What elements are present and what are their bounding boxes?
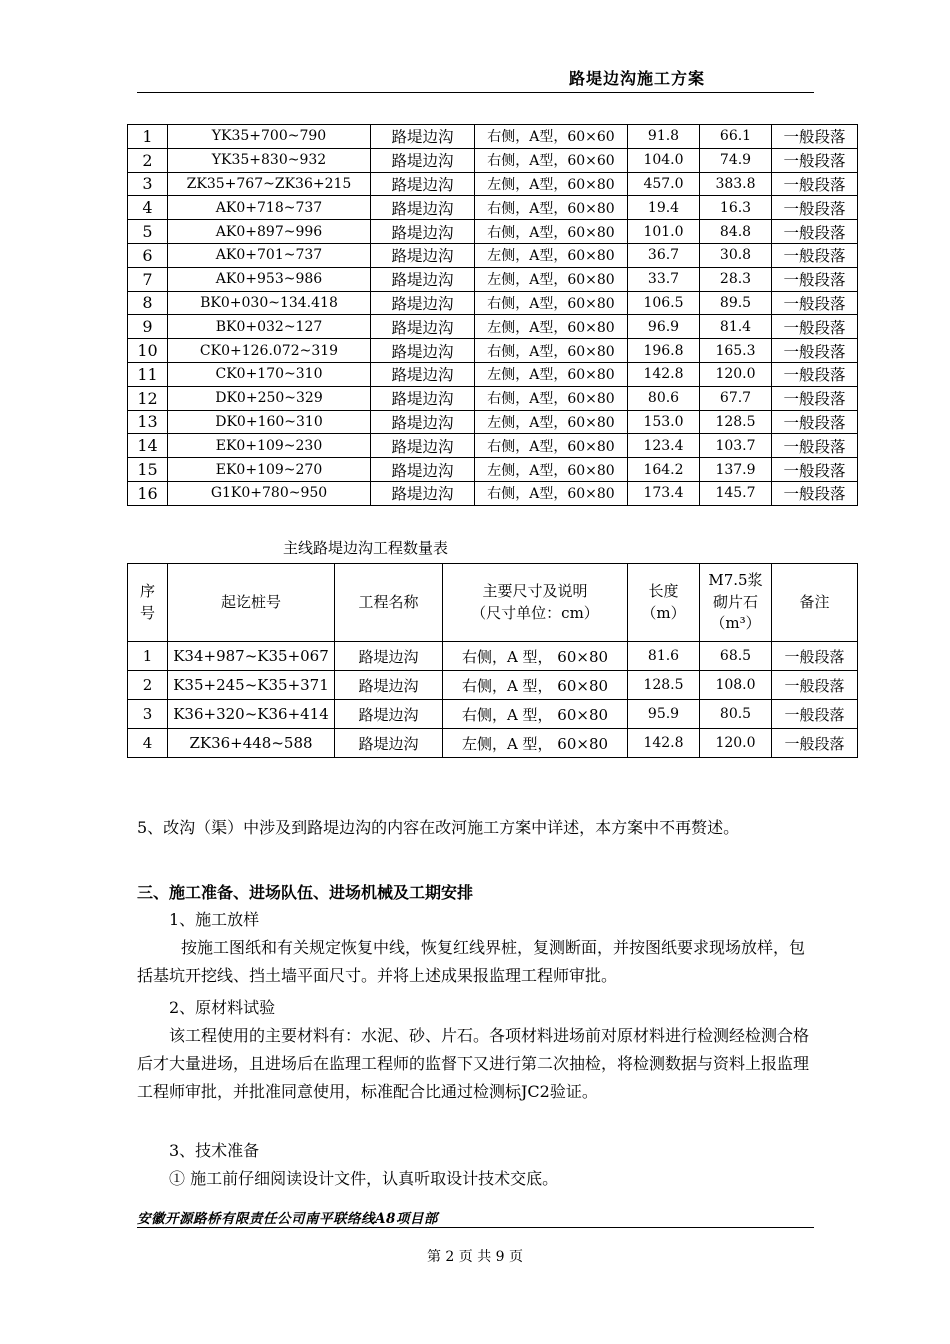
table-row <box>128 243 858 267</box>
cell-stone: 66.1 <box>700 125 772 149</box>
cell-length: 128.5 <box>628 671 700 700</box>
cell-station: AK0+897~996 <box>168 220 371 244</box>
cell-length: 123.4 <box>628 434 700 458</box>
table-row <box>128 220 858 244</box>
cell-station: EK0+109~230 <box>168 434 371 458</box>
cell-stone: 28.3 <box>700 267 772 291</box>
cell-stone: 80.5 <box>700 700 772 729</box>
subheading-3: 3、技术准备 <box>169 1141 260 1160</box>
subheading-1: 1、施工放样 <box>169 910 260 929</box>
table-row <box>128 196 858 220</box>
cell-length: 36.7 <box>628 243 700 267</box>
cell-stone: 16.3 <box>700 196 772 220</box>
cell-station: ZK35+767~ZK36+215 <box>168 172 371 196</box>
cell-name: 路堤边沟 <box>371 196 475 220</box>
cell-length: 106.5 <box>628 291 700 315</box>
table-row <box>128 362 858 386</box>
cell-seq: 3 <box>128 172 168 196</box>
cell-station: K36+320~K36+414 <box>168 700 335 729</box>
cell-stone: 128.5 <box>700 410 772 434</box>
table-row <box>128 339 858 363</box>
cell-seq: 13 <box>128 410 168 434</box>
cell-stone: 68.5 <box>700 642 772 671</box>
cell-seq: 8 <box>128 291 168 315</box>
cell-seq: 1 <box>128 125 168 149</box>
cell-note: 一般段落 <box>772 339 858 363</box>
cell-length: 457.0 <box>628 172 700 196</box>
cell-name: 路堤边沟 <box>371 148 475 172</box>
cell-length: 142.8 <box>628 362 700 386</box>
cell-note: 一般段落 <box>772 267 858 291</box>
cell-station: CK0+126.072~319 <box>168 339 371 363</box>
cell-stone: 137.9 <box>700 458 772 482</box>
cell-seq: 14 <box>128 434 168 458</box>
header-note: 备注 <box>772 564 858 642</box>
cell-station: AK0+953~986 <box>168 267 371 291</box>
cell-seq: 4 <box>128 196 168 220</box>
paragraph-1: 按施工图纸和有关规定恢复中线，恢复红线界桩，复测断面，并按图纸要求现场放样，包括基坑开挖线、挡土墙平面尺寸。并将上述成果报监理工程师审批。 <box>137 938 806 985</box>
cell-name: 路堤边沟 <box>371 315 475 339</box>
cell-seq: 4 <box>128 729 168 758</box>
table-row <box>128 172 858 196</box>
cell-size: 左侧，A型，60×80 <box>475 315 628 339</box>
cell-stone: 120.0 <box>700 729 772 758</box>
cell-length: 96.9 <box>628 315 700 339</box>
cell-seq: 2 <box>128 671 168 700</box>
cell-station: YK35+700~790 <box>168 125 371 149</box>
cell-seq: 16 <box>128 481 168 505</box>
cell-note: 一般段落 <box>772 700 858 729</box>
cell-stone: 84.8 <box>700 220 772 244</box>
cell-length: 196.8 <box>628 339 700 363</box>
table-title: 主线路堤边沟工程数量表 <box>283 539 449 557</box>
cell-stone: 81.4 <box>700 315 772 339</box>
quantity-table-continued <box>127 124 858 506</box>
cell-name: 路堤边沟 <box>371 362 475 386</box>
cell-seq: 11 <box>128 362 168 386</box>
cell-name: 路堤边沟 <box>371 481 475 505</box>
header-stone: M7.5浆 砌片石 （m³） <box>700 564 772 642</box>
cell-seq: 10 <box>128 339 168 363</box>
cell-size: 右侧，A 型， 60×80 <box>443 642 628 671</box>
cell-name: 路堤边沟 <box>371 172 475 196</box>
cell-note: 一般段落 <box>772 386 858 410</box>
cell-name: 路堤边沟 <box>335 671 443 700</box>
cell-note: 一般段落 <box>772 196 858 220</box>
cell-name: 路堤边沟 <box>335 700 443 729</box>
cell-size: 左侧，A型，60×80 <box>475 458 628 482</box>
table-row <box>128 267 858 291</box>
table-row <box>128 434 858 458</box>
cell-size: 右侧，A型，60×80 <box>475 339 628 363</box>
header-name: 工程名称 <box>335 564 443 642</box>
cell-size: 左侧，A型，60×80 <box>475 410 628 434</box>
cell-note: 一般段落 <box>772 172 858 196</box>
cell-note: 一般段落 <box>772 243 858 267</box>
cell-size: 右侧，A型，60×80 <box>475 481 628 505</box>
cell-note: 一般段落 <box>772 642 858 671</box>
table-row <box>128 458 858 482</box>
cell-station: G1K0+780~950 <box>168 481 371 505</box>
cell-note: 一般段落 <box>772 362 858 386</box>
cell-seq: 3 <box>128 700 168 729</box>
table-row <box>128 148 858 172</box>
cell-length: 104.0 <box>628 148 700 172</box>
cell-size: 右侧，A 型， 60×80 <box>443 671 628 700</box>
cell-size: 右侧，A型，60×80 <box>475 386 628 410</box>
cell-length: 95.9 <box>628 700 700 729</box>
cell-seq: 2 <box>128 148 168 172</box>
cell-station: BK0+030~134.418 <box>168 291 371 315</box>
cell-stone: 120.0 <box>700 362 772 386</box>
header-seq: 序 号 <box>128 564 168 642</box>
header-length: 长度 （m） <box>628 564 700 642</box>
document-header-title: 路堤边沟施工方案 <box>568 69 705 88</box>
table-row <box>128 410 858 434</box>
cell-stone: 74.9 <box>700 148 772 172</box>
cell-seq: 6 <box>128 243 168 267</box>
cell-name: 路堤边沟 <box>371 125 475 149</box>
cell-name: 路堤边沟 <box>371 291 475 315</box>
cell-length: 101.0 <box>628 220 700 244</box>
cell-name: 路堤边沟 <box>335 642 443 671</box>
cell-size: 左侧，A型，60×80 <box>475 172 628 196</box>
cell-stone: 103.7 <box>700 434 772 458</box>
table-row <box>128 700 858 729</box>
cell-name: 路堤边沟 <box>371 339 475 363</box>
cell-size: 左侧，A型，60×80 <box>475 362 628 386</box>
cell-name: 路堤边沟 <box>371 434 475 458</box>
cell-note: 一般段落 <box>772 481 858 505</box>
cell-name: 路堤边沟 <box>371 458 475 482</box>
cell-station: AK0+718~737 <box>168 196 371 220</box>
cell-note: 一般段落 <box>772 291 858 315</box>
header-rule <box>137 92 814 93</box>
cell-length: 91.8 <box>628 125 700 149</box>
cell-size: 右侧，A 型， 60×80 <box>443 700 628 729</box>
table-header-row <box>128 564 858 642</box>
cell-stone: 67.7 <box>700 386 772 410</box>
cell-station: EK0+109~270 <box>168 458 371 482</box>
cell-station: ZK36+448~588 <box>168 729 335 758</box>
cell-name: 路堤边沟 <box>335 729 443 758</box>
cell-station: DK0+160~310 <box>168 410 371 434</box>
cell-note: 一般段落 <box>772 434 858 458</box>
cell-note: 一般段落 <box>772 125 858 149</box>
cell-note: 一般段落 <box>772 148 858 172</box>
cell-note: 一般段落 <box>772 729 858 758</box>
cell-note: 一般段落 <box>772 671 858 700</box>
item-5-text: 5、改沟（渠）中涉及到路堤边沟的内容在改河施工方案中详述，本方案中不再赘述。 <box>137 818 740 837</box>
cell-name: 路堤边沟 <box>371 220 475 244</box>
footer-company: 安徽开源路桥有限责任公司南平联络线A8项目部 <box>137 1211 438 1227</box>
cell-seq: 15 <box>128 458 168 482</box>
cell-size: 左侧，A 型， 60×80 <box>443 729 628 758</box>
cell-station: AK0+701~737 <box>168 243 371 267</box>
cell-note: 一般段落 <box>772 458 858 482</box>
paragraph-3: ① 施工前仔细阅读设计文件，认真听取设计技术交底。 <box>169 1169 559 1188</box>
table-row <box>128 315 858 339</box>
cell-seq: 7 <box>128 267 168 291</box>
cell-stone: 165.3 <box>700 339 772 363</box>
cell-size: 左侧，A型，60×80 <box>475 243 628 267</box>
cell-size: 右侧，A型，60×80 <box>475 291 628 315</box>
cell-stone: 89.5 <box>700 291 772 315</box>
table-row <box>128 729 858 758</box>
cell-name: 路堤边沟 <box>371 386 475 410</box>
cell-stone: 383.8 <box>700 172 772 196</box>
table-row <box>128 671 858 700</box>
cell-seq: 12 <box>128 386 168 410</box>
cell-length: 173.4 <box>628 481 700 505</box>
cell-note: 一般段落 <box>772 410 858 434</box>
cell-length: 19.4 <box>628 196 700 220</box>
cell-station: K34+987~K35+067 <box>168 642 335 671</box>
table-row <box>128 125 858 149</box>
cell-size: 右侧，A型，60×60 <box>475 125 628 149</box>
cell-length: 33.7 <box>628 267 700 291</box>
cell-seq: 5 <box>128 220 168 244</box>
cell-station: DK0+250~329 <box>168 386 371 410</box>
cell-note: 一般段落 <box>772 315 858 339</box>
cell-station: BK0+032~127 <box>168 315 371 339</box>
paragraph-2: 该工程使用的主要材料有：水泥、砂、片石。各项材料进场前对原材料进行检测经检测合格后才大量进场，且进场后在监理工程师的监督下又进行第二次抽检，将检测数据与资料上报监理工程师审批，并批准同意使用，标准配合比通过检测标JC2验证。 <box>137 1026 810 1101</box>
cell-length: 81.6 <box>628 642 700 671</box>
page-number: 第 2 页 共 9 页 <box>426 1249 524 1265</box>
cell-size: 右侧，A型，60×80 <box>475 220 628 244</box>
table-row <box>128 386 858 410</box>
cell-station: CK0+170~310 <box>168 362 371 386</box>
cell-length: 80.6 <box>628 386 700 410</box>
cell-size: 右侧，A型，60×60 <box>475 148 628 172</box>
cell-size: 右侧，A型，60×80 <box>475 434 628 458</box>
header-size: 主要尺寸及说明 （尺寸单位：cm） <box>443 564 628 642</box>
cell-note: 一般段落 <box>772 220 858 244</box>
header-station: 起讫桩号 <box>168 564 335 642</box>
table-row <box>128 642 858 671</box>
cell-name: 路堤边沟 <box>371 267 475 291</box>
cell-length: 164.2 <box>628 458 700 482</box>
section-3-heading: 三、施工准备、进场队伍、进场机械及工期安排 <box>137 883 474 902</box>
table-row <box>128 481 858 505</box>
cell-size: 右侧，A型，60×80 <box>475 196 628 220</box>
cell-name: 路堤边沟 <box>371 243 475 267</box>
cell-length: 153.0 <box>628 410 700 434</box>
cell-stone: 108.0 <box>700 671 772 700</box>
cell-stone: 30.8 <box>700 243 772 267</box>
cell-stone: 145.7 <box>700 481 772 505</box>
footer-rule <box>137 1227 814 1228</box>
mainline-quantity-table <box>127 563 858 758</box>
cell-name: 路堤边沟 <box>371 410 475 434</box>
cell-length: 142.8 <box>628 729 700 758</box>
subheading-2: 2、原材料试验 <box>169 998 276 1017</box>
table-row <box>128 291 858 315</box>
cell-seq: 9 <box>128 315 168 339</box>
cell-station: YK35+830~932 <box>168 148 371 172</box>
cell-seq: 1 <box>128 642 168 671</box>
cell-size: 左侧，A型，60×80 <box>475 267 628 291</box>
cell-station: K35+245~K35+371 <box>168 671 335 700</box>
